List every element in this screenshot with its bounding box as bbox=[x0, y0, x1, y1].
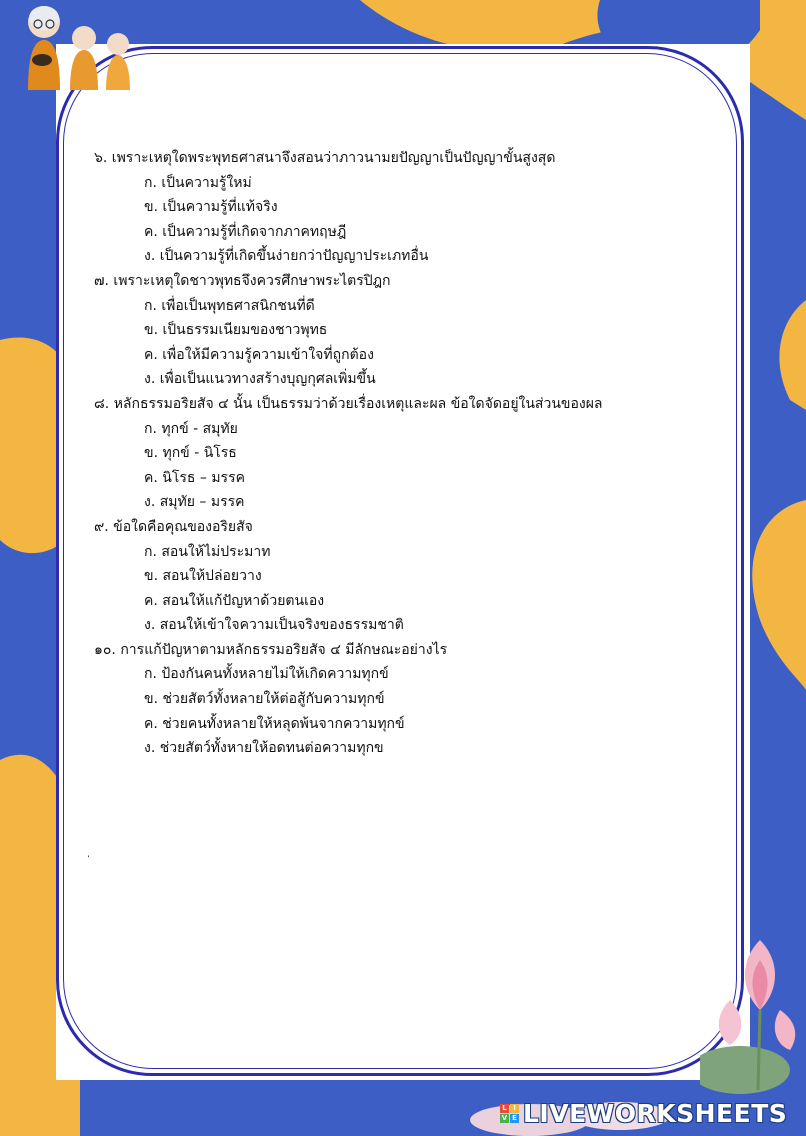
question-8-option-c: ค. นิโรธ – มรรค bbox=[144, 469, 245, 486]
question-6-option-c: ค. เป็นความรู้ที่เกิดจากภาคทฤษฎี bbox=[144, 223, 347, 240]
question-8: ๘. หลักธรรมอริยสัจ ๔ นั้น เป็นธรรมว่าด้วยเรื่องเหตุและผล ข้อใดจัดอยู่ในส่วนของผล bbox=[94, 395, 603, 412]
question-8-option-a: ก. ทุกข์ - สมุทัย bbox=[144, 420, 238, 437]
monks-illustration bbox=[20, 0, 140, 96]
liveworksheets-logo-icon bbox=[500, 1104, 519, 1123]
logo-letter-v: V bbox=[501, 1113, 508, 1122]
question-7-option-d: ง. เพื่อเป็นแนวทางสร้างบุญกุศลเพิ่มขึ้น bbox=[144, 371, 376, 388]
logo-letter-e: E bbox=[510, 1114, 519, 1123]
question-6-option-a: ก. เป็นความรู้ใหม่ bbox=[144, 174, 252, 191]
monk-small bbox=[106, 33, 130, 90]
monk-medium bbox=[70, 26, 98, 90]
question-7-option-b: ข. เป็นธรรมเนียมของชาวพุทธ bbox=[144, 322, 328, 339]
question-9-option-a: ก. สอนให้ไม่ประมาท bbox=[144, 543, 271, 560]
logo-letter-i: I bbox=[510, 1104, 519, 1113]
question-9-option-d: ง. สอนให้เข้าใจความเป็นจริงของธรรมชาติ bbox=[144, 617, 404, 634]
question-6-option-b: ข. เป็นความรู้ที่แท้จริง bbox=[144, 199, 278, 216]
question-8-option-b: ข. ทุกข์ - นิโรธ bbox=[144, 445, 237, 462]
question-9: ๙. ข้อใดคือคุณของอริยสัจ bbox=[94, 518, 253, 535]
question-10-option-b: ข. ช่วยสัตว์ทั้งหลายให้ต่อสู้กับความทุกข์ bbox=[144, 691, 385, 708]
question-6: ๖. เพราะเหตุใดพระพุทธศาสนาจึงสอนว่าภาวนามยปัญญาเป็นปัญญาขั้นสูงสุด bbox=[94, 150, 556, 166]
question-7-option-a: ก. เพื่อเป็นพุทธศาสนิกชนที่ดี bbox=[144, 297, 315, 314]
logo-letter-l: L bbox=[500, 1104, 509, 1113]
question-10-option-d: ง. ช่วยสัตว์ทั้งหายให้อดทนต่อความทุกข bbox=[144, 740, 384, 757]
question-9-option-c: ค. สอนให้แก้ปัญหาด้วยตนเอง bbox=[144, 592, 325, 609]
liveworksheets-brand[interactable] bbox=[500, 1096, 800, 1130]
question-8-option-d: ง. สมุทัย – มรรค bbox=[144, 494, 245, 511]
right-yellow-blob bbox=[752, 500, 806, 690]
monk-large bbox=[28, 6, 60, 90]
question-9-option-b: ข. สอนให้ปล่อยวาง bbox=[144, 568, 262, 585]
question-6-option-d: ง. เป็นความรู้ที่เกิดขึ้นง่ายกว่าปัญญาประเภทอื่น bbox=[144, 248, 429, 265]
right-mid-yellow-blob bbox=[779, 300, 806, 410]
question-10-option-a: ก. ป้องกันคนทั้งหลายไม่ให้เกิดความทุกข์ bbox=[144, 666, 389, 683]
question-7-option-c: ค. เพื่อให้มีความรู้ความเข้าใจที่ถูกต้อง bbox=[144, 346, 374, 363]
question-10: ๑๐. การแก้ปัญหาตามหลักธรรมอริยสัจ ๔ มีลักษณะอย่างไร bbox=[94, 641, 448, 658]
question-10-option-c: ค. ช่วยคนทั้งหลายให้หลุดพ้นจากความทุกข์ bbox=[144, 715, 405, 732]
brand-name: LIVEWORKSHEETS bbox=[523, 1098, 788, 1128]
question-list bbox=[94, 146, 724, 761]
question-7: ๗. เพราะเหตุใดชาวพุทธจึงควรศึกษาพระไตรปิฎก bbox=[94, 272, 391, 289]
lotus-illustration bbox=[700, 920, 806, 1100]
